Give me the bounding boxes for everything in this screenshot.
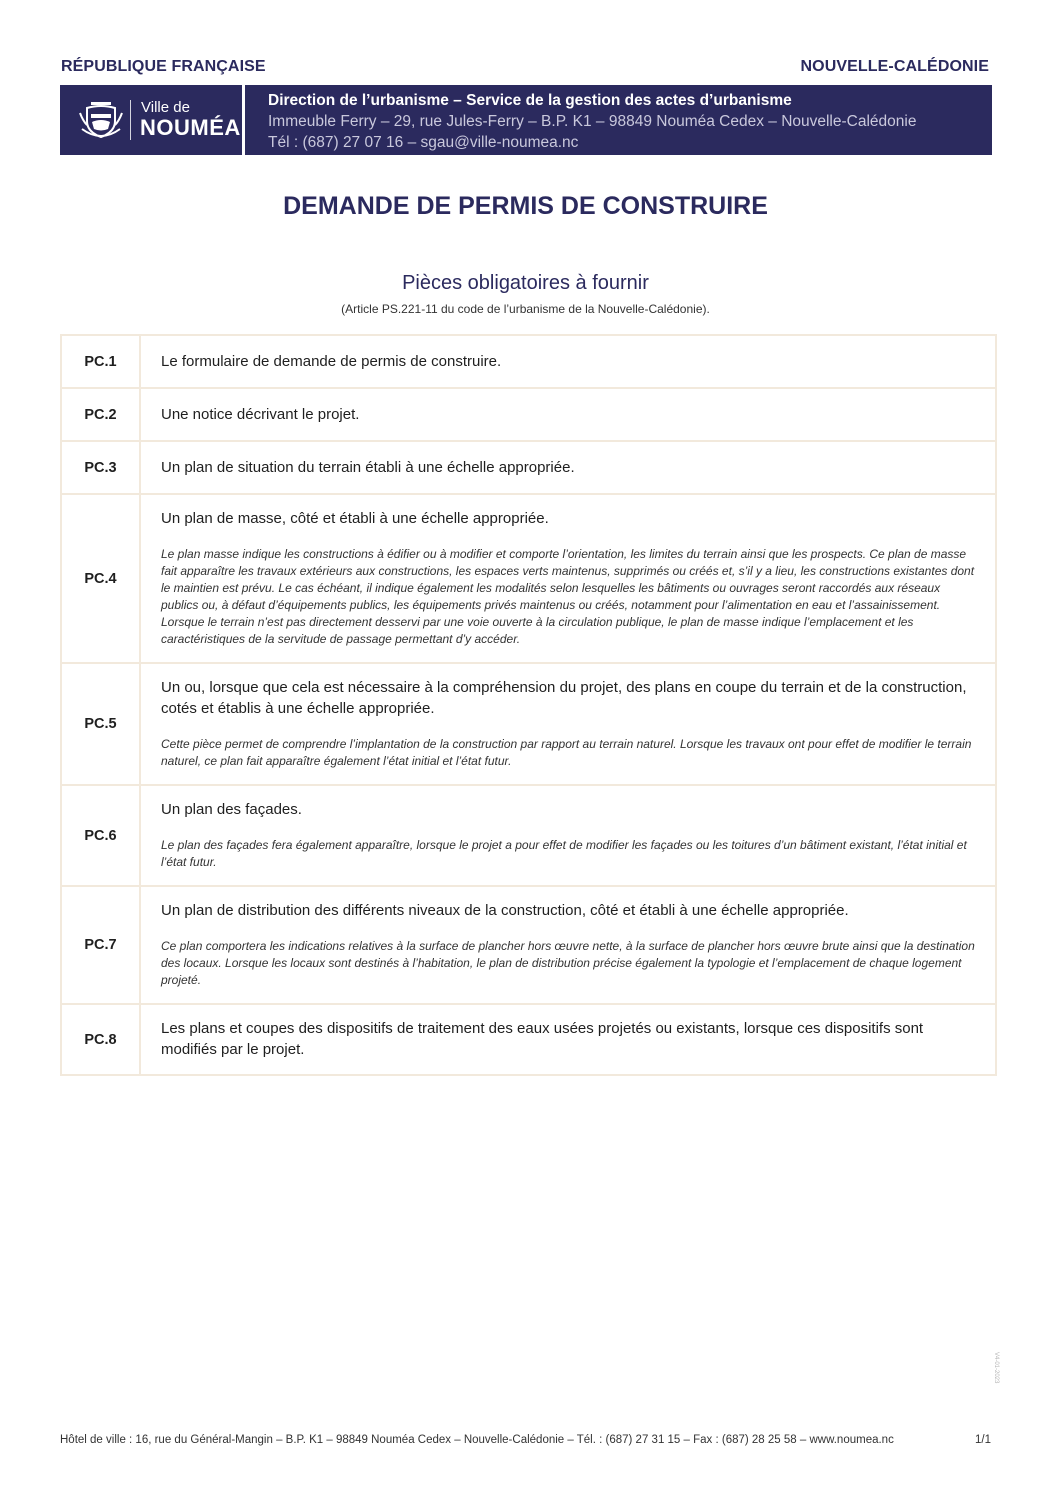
table-row [61, 335, 996, 388]
section-subtitle: (Article PS.221-11 du code de l’urbanisme de la Nouvelle-Calédonie). [341, 302, 710, 316]
piece-text: Un plan de situation du terrain établi à une échelle appropriée. [161, 458, 575, 476]
piece-code: PC.7 [61, 886, 140, 1004]
piece-description [140, 335, 996, 388]
header-republique: RÉPUBLIQUE FRANÇAISE [61, 58, 266, 75]
piece-code: PC.4 [61, 494, 140, 663]
table-row [61, 441, 996, 494]
piece-text: Un plan de distribution des différents niveaux de la construction, côté et établi à une échelle appropriée. [161, 902, 849, 919]
table-row [61, 494, 996, 663]
piece-description [140, 494, 996, 663]
piece-description [140, 663, 996, 785]
banner-contact-block [268, 90, 916, 153]
piece-code: PC.1 [61, 335, 140, 388]
header-territoire: NOUVELLE-CALÉDONIE [800, 58, 989, 75]
piece-description [140, 1004, 996, 1075]
piece-description [140, 785, 996, 886]
logo-noumea: NOUMÉA [140, 115, 241, 140]
logo-separator [130, 100, 131, 140]
piece-note: Cette pièce permet de comprendre l’implantation de la construction par rapport au terrain naturel. Lorsque les travaux ont pour effet de modifier le terrain naturel, ce plan fait apparaître également l’état initial et l’état futur. [161, 737, 972, 768]
noumea-crest-icon [77, 99, 125, 141]
ville-de-noumea-logo [60, 85, 242, 155]
table-row [61, 886, 996, 1004]
piece-text: Les plans et coupes des dispositifs de traitement des eaux usées projetés ou existants, lorsque ces dispositifs sont modifiés par le projet. [161, 1020, 924, 1058]
document-title: DEMANDE DE PERMIS DE CONSTRUIRE [283, 192, 768, 220]
footer-address: Hôtel de ville : 16, rue du Général-Mangin – B.P. K1 – 98849 Nouméa Cedex – Nouvelle-Calédonie – Tél. : (687) 27 31 15 – Fax : (687) 28 25 58 – www.noumea.nc [60, 1434, 894, 1446]
table-row [61, 663, 996, 785]
piece-text: Une notice décrivant le projet. [161, 405, 360, 423]
piece-description [140, 886, 996, 1004]
logo-ville-de: Ville de [141, 99, 190, 116]
piece-text: Un plan de masse, côté et établi à une échelle appropriée. [161, 510, 549, 527]
service-name: Direction de l’urbanisme – Service de la gestion des actes d’urbanisme [268, 92, 792, 109]
piece-description [140, 441, 996, 494]
section-title: Pièces obligatoires à fournir [402, 272, 649, 294]
piece-text: Un ou, lorsque que cela est nécessaire à la compréhension du projet, des plans en coupe du terrain et de la construction, cotés et établis à une échelle appropriée. [161, 679, 967, 717]
piece-text: Le formulaire de demande de permis de construire. [161, 352, 502, 370]
pieces-table [60, 334, 997, 1076]
piece-code: PC.6 [61, 785, 140, 886]
piece-code: PC.3 [61, 441, 140, 494]
piece-note: Ce plan comportera les indications relatives à la surface de plancher hors œuvre nette, à la surface de plancher hors œuvre brute ainsi que la destination des locaux. Lorsque les locaux sont destinés à l’habitation, le plan de distribution précise également la typologie et l’emplacement de chaque logement projeté. [161, 939, 975, 987]
piece-code: PC.2 [61, 388, 140, 441]
service-address: Immeuble Ferry – 29, rue Jules-Ferry – B.P. K1 – 98849 Nouméa Cedex – Nouvelle-Calédonie [268, 113, 917, 130]
piece-description [140, 388, 996, 441]
version-watermark: V4-01-2023 [993, 1352, 999, 1384]
table-row [61, 388, 996, 441]
piece-code: PC.8 [61, 1004, 140, 1075]
piece-note: Le plan masse indique les constructions à édifier ou à modifier et comporte l’orientation, les limites du terrain ainsi que les prospects. Ce plan de masse fait apparaître les travaux extérieurs aux constructions, les espaces verts maintenus, supprimés ou créés et, s’il y a lieu, les constructions existantes dont le maintien est prévu. Le cas échéant, il indique également les modalités selon lesquelles les bâtiments ou ouvrages seront raccordés aux réseaux publics ou, à défaut d’équipements publics, les équipements privés maintenus ou créés, notamment pour l’alimentation en eau et l’assainissement. Lorsque le terrain n’est pas directement desservi par une voie ouverte à la circulation publique, le plan de masse indique l’emplacement et les caractéristiques de la servitude de passage permettant d’y accéder. [161, 547, 975, 646]
service-contact: Tél : (687) 27 07 16 – sgau@ville-noumea.nc [268, 134, 579, 151]
piece-code: PC.5 [61, 663, 140, 785]
banner-divider [242, 85, 245, 155]
table-row [61, 785, 996, 886]
piece-text: Un plan des façades. [161, 801, 302, 818]
piece-note: Le plan des façades fera également apparaître, lorsque le projet a pour effet de modifier les façades ou les toitures d’un bâtiment existant, l’état initial et l’état futur. [161, 838, 967, 869]
table-row [61, 1004, 996, 1075]
service-banner [60, 85, 992, 155]
page-header [61, 58, 989, 80]
page-number: 1/1 [975, 1434, 991, 1446]
